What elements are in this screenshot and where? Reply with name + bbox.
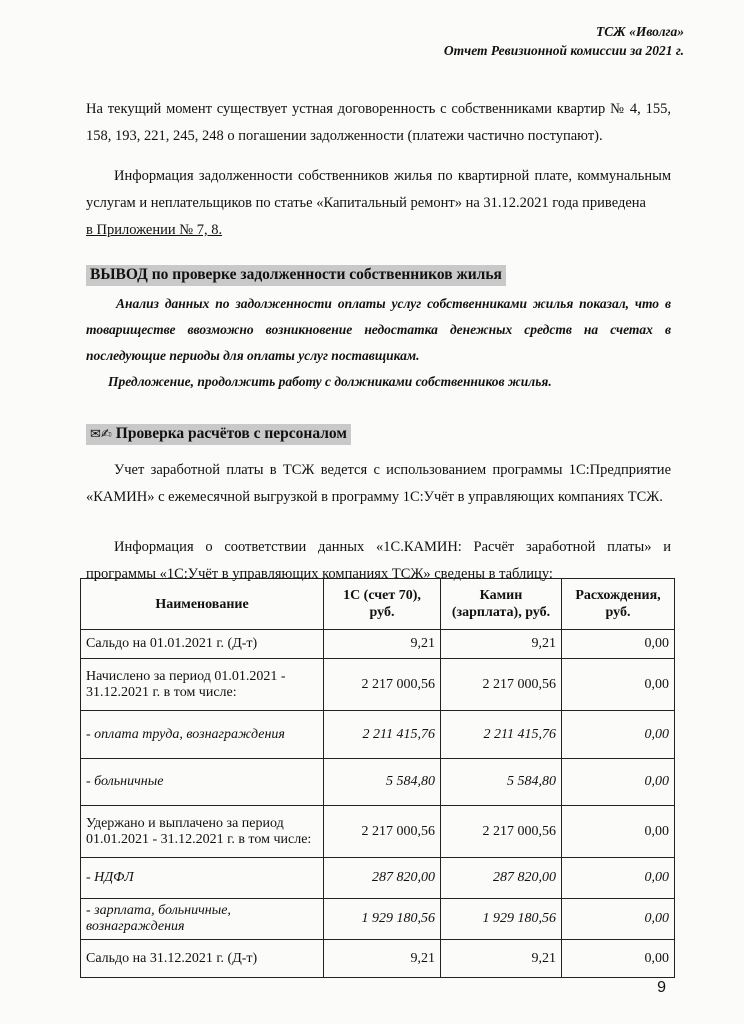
payroll-heading-text: Проверка расчётов с персоналом [115,425,347,442]
row-1c-value: 1 929 180,56 [324,899,441,940]
row-diff-value: 0,00 [562,711,675,759]
conclusion-analysis: Анализ данных по задолженности оплаты услуг собственниками жилья показал, что в товариществе ввозможно возникновение недостатка денежных средств на счетах в последующие периоды для оплаты услуг поставщикам. [86,296,671,363]
row-kamin-value: 1 929 180,56 [441,899,562,940]
row-diff-value: 0,00 [562,858,675,899]
row-name: - зарплата, больничные, вознаграждения [81,899,324,940]
conclusion-proposal: Предложение, продолжить работу с должниками собственников жилья. [108,374,552,389]
row-kamin-value: 9,21 [441,940,562,978]
row-name: Начислено за период 01.01.2021 - 31.12.2021 г. в том числе: [81,659,324,711]
table-row [81,711,675,759]
row-diff-value: 0,00 [562,806,675,858]
row-diff-value: 0,00 [562,899,675,940]
row-kamin-value: 5 584,80 [441,759,562,806]
header-report: Отчет Ревизионной комиссии за 2021 г. [443,43,684,58]
debt-info-paragraph [86,163,671,244]
row-name: - НДФЛ [81,858,324,899]
row-1c-value: 9,21 [324,940,441,978]
row-1c-value: 2 217 000,56 [324,806,441,858]
money-hand-icon: ✉✍ [90,427,112,442]
row-diff-value: 0,00 [562,940,675,978]
row-diff-value: 0,00 [562,659,675,711]
table-intro-paragraph: Информация о соответствии данных «1С.КАМИН: Расчёт заработной платы» и программы «1С:Учёт в управляющих компаниях ТСЖ» сведены в таблицу: [86,539,671,582]
col-name-header: Наименование [81,579,324,630]
table-row [81,659,675,711]
debt-info-text: Информация задолженности собственников жилья по квартирной плате, коммунальным услугам и неплательщиков по статье «Капитальный ремонт» на 31.12.2021 года приведена [86,168,671,211]
debt-agreement-paragraph: На текущий момент существует устная договоренность с собственниками квартир № 4, 155, 158, 193, 221, 245, 248 о погашении задолженности (платежи частично поступают). [86,101,671,144]
table-row [81,858,675,899]
table-row [81,759,675,806]
col-kamin-header: Камин (зарплата), руб. [441,579,562,630]
table-row [81,630,675,659]
table-row [81,899,675,940]
row-diff-value: 0,00 [562,630,675,659]
row-name: - больничные [81,759,324,806]
col-diff-header: Расхождения, руб. [562,579,675,630]
row-kamin-value: 9,21 [441,630,562,659]
row-kamin-value: 2 217 000,56 [441,806,562,858]
header-org: ТСЖ «Иволга» [596,24,684,39]
payroll-paragraph: Учет заработной платы в ТСЖ ведется с использованием программы 1С:Предприятие «КАМИН» с ежемесячной выгрузкой в программу 1С:Учёт в управляющих компаниях ТСЖ. [86,462,671,505]
conclusion-heading: ВЫВОД по проверке задолженности собственников жилья [86,265,506,286]
conclusion-text [86,291,671,395]
table-header-row [81,579,675,630]
row-1c-value: 2 217 000,56 [324,659,441,711]
row-1c-value: 9,21 [324,630,441,659]
col-1c-header: 1С (счет 70), руб. [324,579,441,630]
row-name: Сальдо на 01.01.2021 г. (Д-т) [81,630,324,659]
row-diff-value: 0,00 [562,759,675,806]
row-1c-value: 5 584,80 [324,759,441,806]
table-row [81,940,675,978]
row-1c-value: 2 211 415,76 [324,711,441,759]
payroll-heading [86,424,351,445]
appendix-link: в Приложении № 7, 8. [86,222,223,238]
row-name: - оплата труда, вознаграждения [81,711,324,759]
table-row [81,806,675,858]
row-name: Сальдо на 31.12.2021 г. (Д-т) [81,940,324,978]
row-kamin-value: 287 820,00 [441,858,562,899]
row-kamin-value: 2 217 000,56 [441,659,562,711]
page-number: 9 [657,979,666,996]
row-name: Удержано и выплачено за период 01.01.2021 - 31.12.2021 г. в том числе: [81,806,324,858]
page-header [444,22,684,60]
row-kamin-value: 2 211 415,76 [441,711,562,759]
row-1c-value: 287 820,00 [324,858,441,899]
payroll-table [80,578,675,978]
